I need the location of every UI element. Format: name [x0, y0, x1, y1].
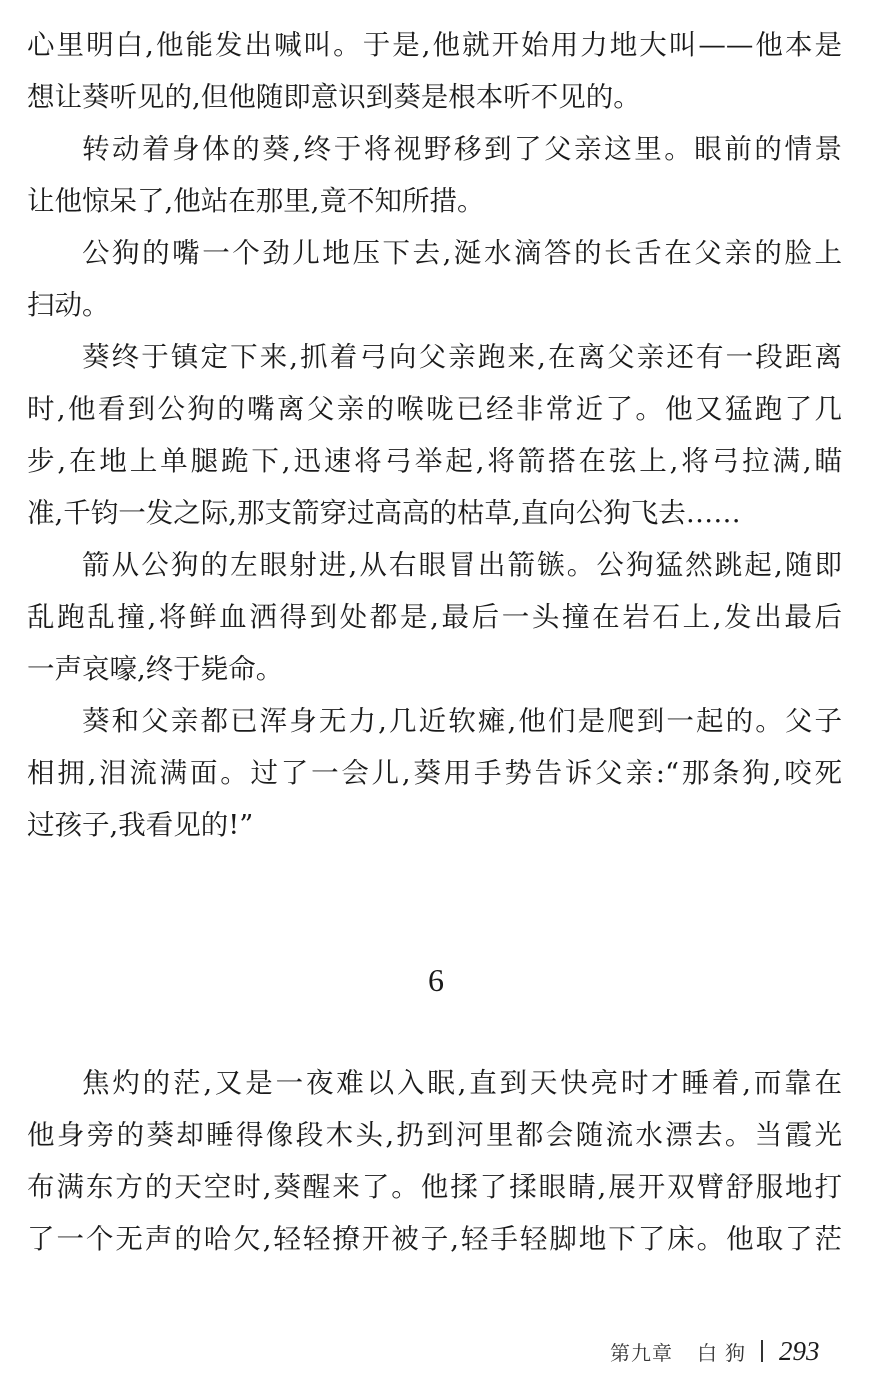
text-line: 过孩子,我看见的!” — [27, 809, 254, 841]
page-footer — [610, 1333, 820, 1369]
text-line: 转动着身体的葵,终于将视野移到了父亲这里。眼前的情景 — [82, 133, 842, 165]
text-line: 布满东方的天空时,葵醒来了。他揉了揉眼睛,展开双臂舒服地打 — [27, 1171, 842, 1203]
text-line: 公狗的嘴一个劲儿地压下去,涎水滴答的长舌在父亲的脸上 — [82, 237, 842, 269]
text-line: 扫动。 — [27, 289, 110, 321]
section-number: 6 — [428, 962, 444, 998]
text-line: 让他惊呆了,他站在那里,竟不知所措。 — [27, 185, 485, 217]
text-line: 焦灼的茫,又是一夜难以入眠,直到天快亮时才睡着,而靠在 — [82, 1067, 842, 1099]
text-line: 葵和父亲都已浑身无力,几近软瘫,他们是爬到一起的。父子 — [82, 705, 842, 737]
text-line: 想让葵听见的,但他随即意识到葵是根本听不见的。 — [27, 81, 641, 113]
page-number: 293 — [779, 1335, 820, 1366]
running-header-chapter: 第九章 — [610, 1340, 673, 1365]
text-line: 准,千钧一发之际,那支箭穿过高高的枯草,直向公狗飞去…… — [27, 497, 741, 529]
text-line: 步,在地上单腿跪下,迅速将弓举起,将箭搭在弦上,将弓拉满,瞄 — [27, 445, 842, 477]
text-line: 他身旁的葵却睡得像段木头,扔到河里都会随流水漂去。当霞光 — [27, 1119, 842, 1151]
footer-divider — [761, 1340, 763, 1362]
text-line: 心里明白,他能发出喊叫。于是,他就开始用力地大叫——他本是 — [27, 29, 842, 61]
text-line: 相拥,泪流满面。过了一会儿,葵用手势告诉父亲:“那条狗,咬死 — [27, 757, 842, 789]
text-line: 了一个无声的哈欠,轻轻撩开被子,轻手轻脚地下了床。他取了茫 — [27, 1223, 842, 1255]
text-line: 时,他看到公狗的嘴离父亲的喉咙已经非常近了。他又猛跑了几 — [27, 393, 842, 425]
text-line: 箭从公狗的左眼射进,从右眼冒出箭镞。公狗猛然跳起,随即 — [82, 549, 842, 581]
text-line: 葵终于镇定下来,抓着弓向父亲跑来,在离父亲还有一段距离 — [82, 341, 842, 373]
running-header-title: 白狗 — [697, 1340, 753, 1365]
text-line: 一声哀嚎,终于毙命。 — [27, 653, 284, 685]
text-line: 乱跑乱撞,将鲜血洒得到处都是,最后一头撞在岩石上,发出最后 — [27, 601, 842, 633]
